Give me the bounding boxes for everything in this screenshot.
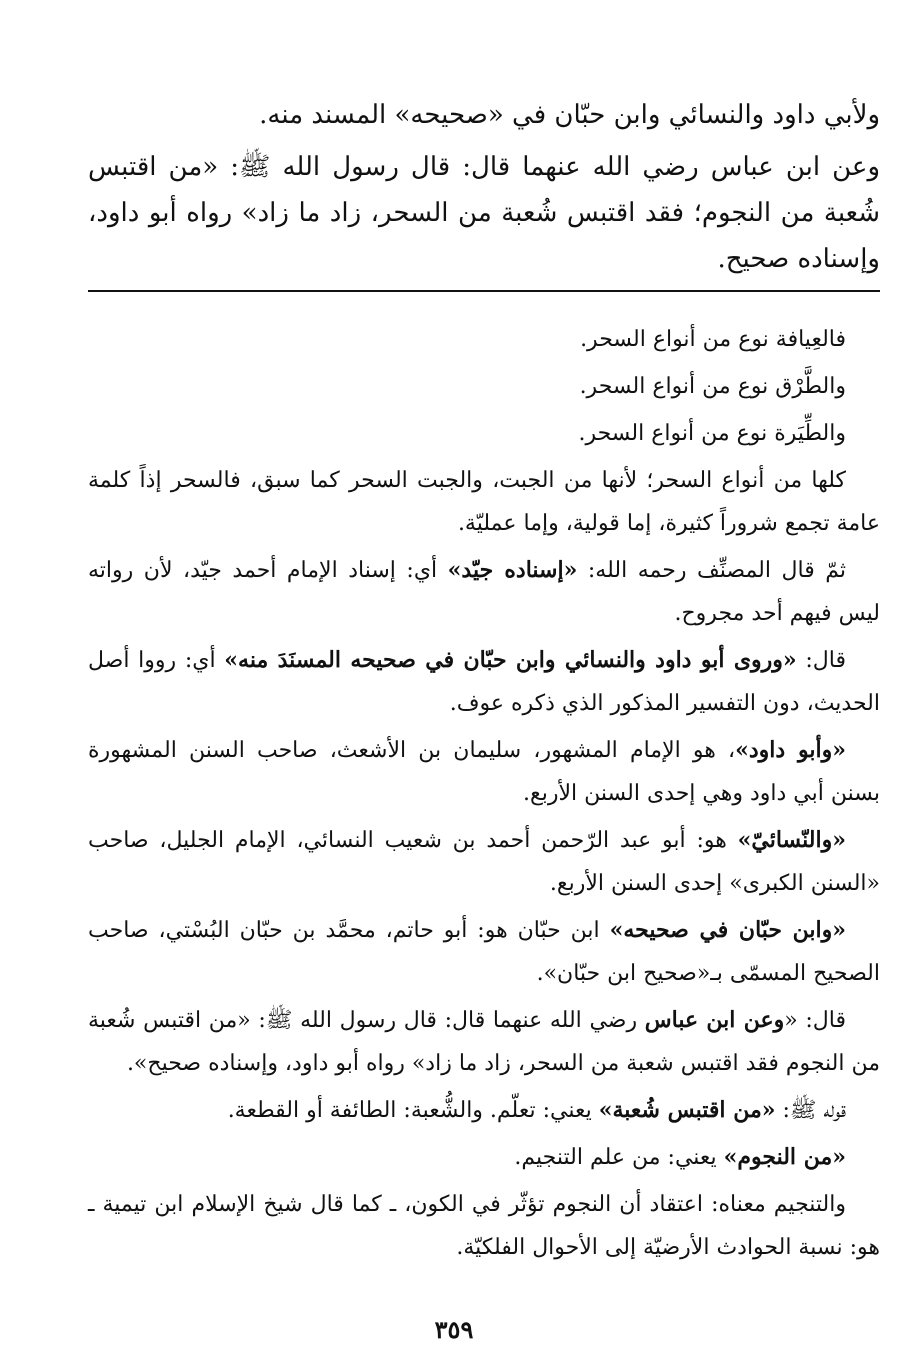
commentary-text-span: قال:	[796, 648, 846, 673]
commentary-text-span: هو: أبو عبد الرّحمن أحمد بن شعيب النسائي، الإمام الجليل، صاحب «السنن الكبرى» إحدى السنن الأربع.	[88, 828, 880, 896]
commentary-text-span: رضي الله عنهما قال: قال رسول الله ﷺ: «من اقتبس شُعبة من النجوم فقد اقتبس شعبة من السحر، زاد ما زاد» رواه أبو داود، وإسناده صحيح».	[88, 1008, 880, 1076]
commentary-paragraph: والطِّيَرة نوع من أنواع السحر.	[578, 421, 846, 446]
quoted-phrase: «والنّسائيّ»	[737, 827, 846, 853]
main-paragraph: وعن ابن عباس رضي الله عنهما قال: قال رسول الله ﷺ: «من اقتبس شُعبة من النجوم؛ فقد اقتبس شُعبة من السحر، زاد ما زاد» رواه أبو داود، وإسناده صحيح.	[88, 152, 880, 274]
commentary-paragraph	[88, 999, 880, 1085]
commentary-text-span: ثمّ قال المصنِّف رحمه الله:	[577, 558, 846, 583]
main-text	[88, 92, 880, 288]
commentary-paragraph	[88, 639, 880, 725]
page-number: ٣٥٩	[434, 1315, 474, 1344]
commentary-paragraph: فالعِيافة نوع من أنواع السحر.	[580, 327, 846, 352]
commentary-paragraph	[88, 729, 880, 815]
commentary-text-span: أي: إسناد الإمام أحمد جيّد، لأن رواته ليس فيهم أحد مجروح.	[88, 558, 880, 626]
commentary-text-span: قال: «	[784, 1008, 846, 1033]
commentary-paragraph	[88, 1089, 880, 1132]
commentary-paragraph	[88, 909, 880, 995]
quoted-phrase: «وروى أبو داود والنسائي وابن حبّان في صحيحه المسنَدَ منه»	[224, 647, 797, 673]
quoted-phrase: «من النجوم»	[723, 1144, 846, 1170]
commentary-text-span: ابن حبّان هو: أبو حاتم، محمَّد بن حبّان البُسْتي، صاحب الصحيح المسمّى بـ«صحيح ابن حبّان».	[88, 918, 880, 986]
quoted-phrase: وعن ابن عباس	[644, 1007, 785, 1033]
commentary-paragraph: والتنجيم معناه: اعتقاد أن النجوم تؤثّر في الكون، ـ كما قال شيخ الإسلام ابن تيمية ـ هو: نسبة الحوادث الأرضيّة إلى الأحوال الفلكيّة.	[88, 1192, 880, 1260]
quoted-phrase: «إسناده جيّد»	[447, 557, 578, 583]
commentary-text-span: قوله ﷺ:	[775, 1098, 846, 1123]
quoted-phrase: «وأبو داود»	[735, 737, 847, 763]
commentary-text-span: يعني: من علم التنجيم.	[514, 1145, 724, 1170]
commentary-paragraph: كلها من أنواع السحر؛ لأنها من الجبت، والجبت السحر كما سبق، فالسحر إذاً كلمة عامة تجمع شروراً كثيرة، إما قولية، وإما عمليّة.	[88, 468, 880, 536]
commentary-paragraph	[88, 1136, 880, 1179]
commentary-text-span: أي: رووا أصل الحديث، دون التفسير المذكور الذي ذكره عوف.	[88, 648, 880, 716]
quoted-phrase: «وابن حبّان في صحيحه»	[609, 917, 846, 943]
separator-line	[88, 290, 880, 292]
commentary-text	[88, 318, 880, 1273]
commentary-paragraph	[88, 819, 880, 905]
quoted-phrase: «من اقتبس شُعبة»	[598, 1097, 776, 1123]
commentary-text-span: ، هو الإمام المشهور، سليمان بن الأشعث، صاحب السنن المشهورة بسنن أبي داود وهي إحدى السنن الأربع.	[88, 738, 880, 806]
commentary-paragraph	[88, 549, 880, 635]
commentary-text-span: يعني: تعلّم. والشُّعبة: الطائفة أو القطعة.	[227, 1098, 599, 1123]
commentary-paragraph: والطَّرْق نوع من أنواع السحر.	[579, 374, 846, 399]
main-paragraph: ولأبي داود والنسائي وابن حبّان في «صحيحه» المسند منه.	[259, 100, 880, 130]
